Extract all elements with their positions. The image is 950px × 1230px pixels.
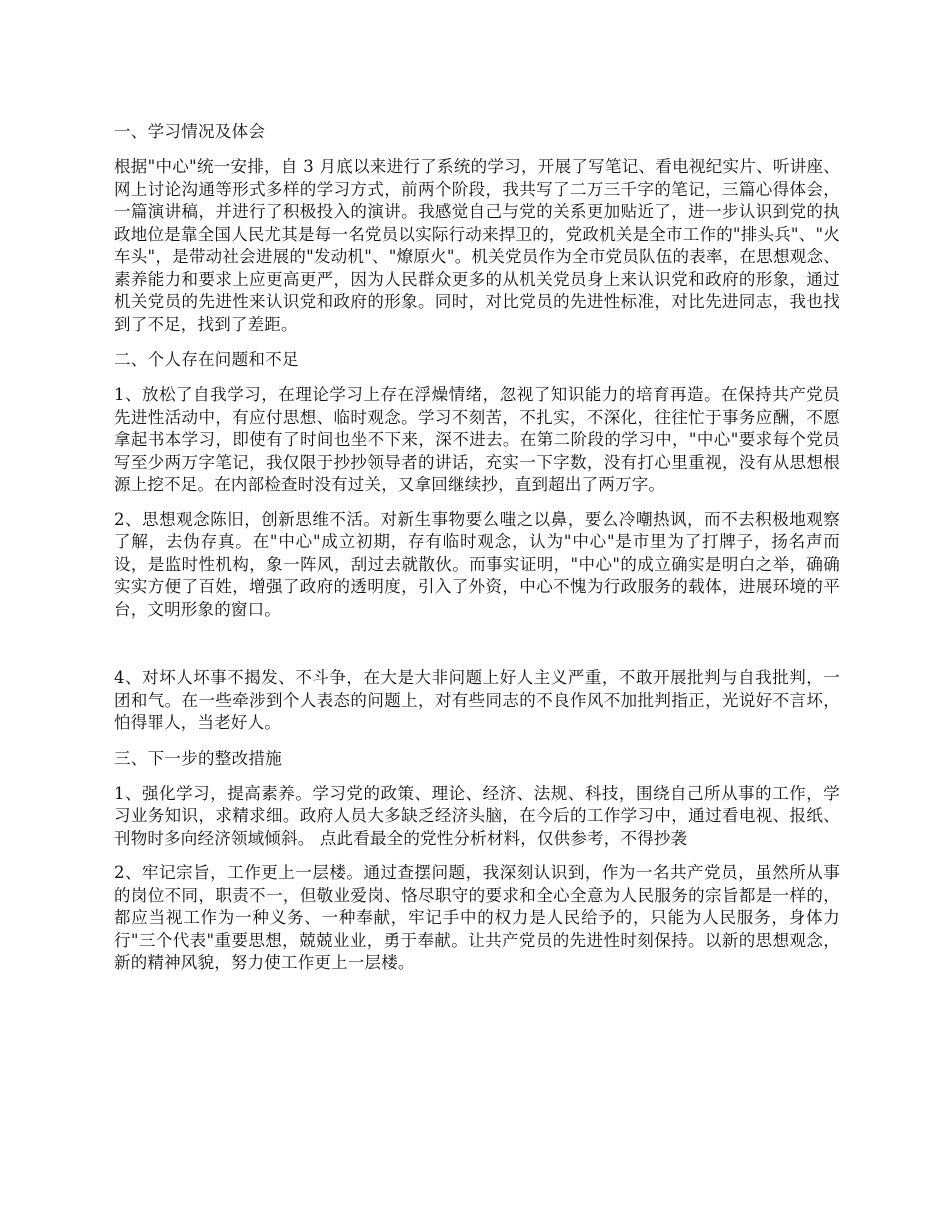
blank-gap <box>114 633 840 667</box>
section-3-heading: 三、下一步的整改措施 <box>114 748 282 768</box>
section-3-item-2: 2、牢记宗旨，工作更上一层楼。通过查摆问题，我深刻认识到，作为一名共产党员，虽然所从事的岗位不同，职责不一，但敬业爱岗、恪尽职守的要求和全心全意为人民服务的宗旨都是一样的，都应当视工作为一种义务、一种奉献，牢记手中的权力是人民给予的，只能为人民服务，身体力行"三个代表"重要思想，兢兢业业，勇于奉献。让共产党员的先进性时刻保持。以新的思想观念，新的精神风貌，努力使工作更上一层楼。 <box>114 863 840 972</box>
section-2-item-4: 4、对坏人坏事不揭发、不斗争，在大是大非问题上好人主义严重，不敢开展批判与自我批判，一团和气。在一些牵涉到个人表态的问题上，对有些同志的不良作风不加批判指正，光说好不言坏，怕得罪人，当老好人。 <box>114 668 840 732</box>
document-page <box>114 120 840 987</box>
section-2-heading: 二、个人存在问题和不足 <box>114 350 299 369</box>
section-3-item-1: 1、强化学习，提高素养。学习党的政策、理论、经济、法规、科技，围绕自己所从事的工作，学习业务知识，求精求细。政府人员大多缺乏经济头脑，在今后的工作学习中，通过看电视、报纸、刊物时多向经济领域倾斜。 点此看最全的党性分析材料，仅供参考，不得抄袭 <box>114 783 840 848</box>
section-1-heading: 一、学习情况及体会 <box>114 122 266 141</box>
section-2-item-2: 2、思想观念陈旧，创新思维不活。对新生事物要么嗤之以鼻，要么冷嘲热讽，而不去积极地观察了解，去伪存真。在"中心"成立初期，存有临时观念，认为"中心"是市里为了打牌子，扬名声而设，是监时性机构，象一阵风，刮过去就散伙。而事实证明，"中心"的成立确实是明白之举，确确实实方便了百姓，增强了政府的透明度，引入了外资，中心不愧为行政服务的载体，进展环境的平台，文明形象的窗口。 <box>114 509 840 619</box>
section-2-item-1: 1、放松了自我学习，在理论学习上存在浮燥情绪，忽视了知识能力的培育再造。在保持共产党员先进性活动中，有应付思想、临时观念。学习不刻苦，不扎实，不深化，往往忙于事务应酬，不愿拿起书本学习，即使有了时间也坐不下来，深不进去。在第二阶段的学习中，"中心"要求每个党员写至少两万字笔记，我仅限于抄抄领导者的讲话，充实一下字数，没有打心里重视，没有从思想根源上挖不足。在内部检查时没有过关，又拿回继续抄，直到超出了两万字。 <box>114 385 840 494</box>
section-1-paragraph: 根据"中心"统一安排，自 3 月底以来进行了系统的学习，开展了写笔记、看电视纪实片、听讲座、网上讨论沟通等形式多样的学习方式，前两个阶段，我共写了二万三千字的笔记，三篇心得体会，一篇演讲稿，并进行了积极投入的演讲。我感觉自己与党的关系更加贴近了，进一步认识到党的执政地位是靠全国人民尤其是每一名党员以实际行动来捍卫的，党政机关是全市工作的"排头兵"、"火车头"，是带动社会进展的"发动机"、"燎原火"。机关党员作为全市党员队伍的表率，在思想观念、素养能力和要求上应更高更严，因为人民群众更多的从机关党员身上来认识党和政府的形象，通过机关党员的先进性来认识党和政府的形象。同时，对比党员的先进性标准，对比先进同志，我也找到了不足，找到了差距。 <box>114 157 840 334</box>
